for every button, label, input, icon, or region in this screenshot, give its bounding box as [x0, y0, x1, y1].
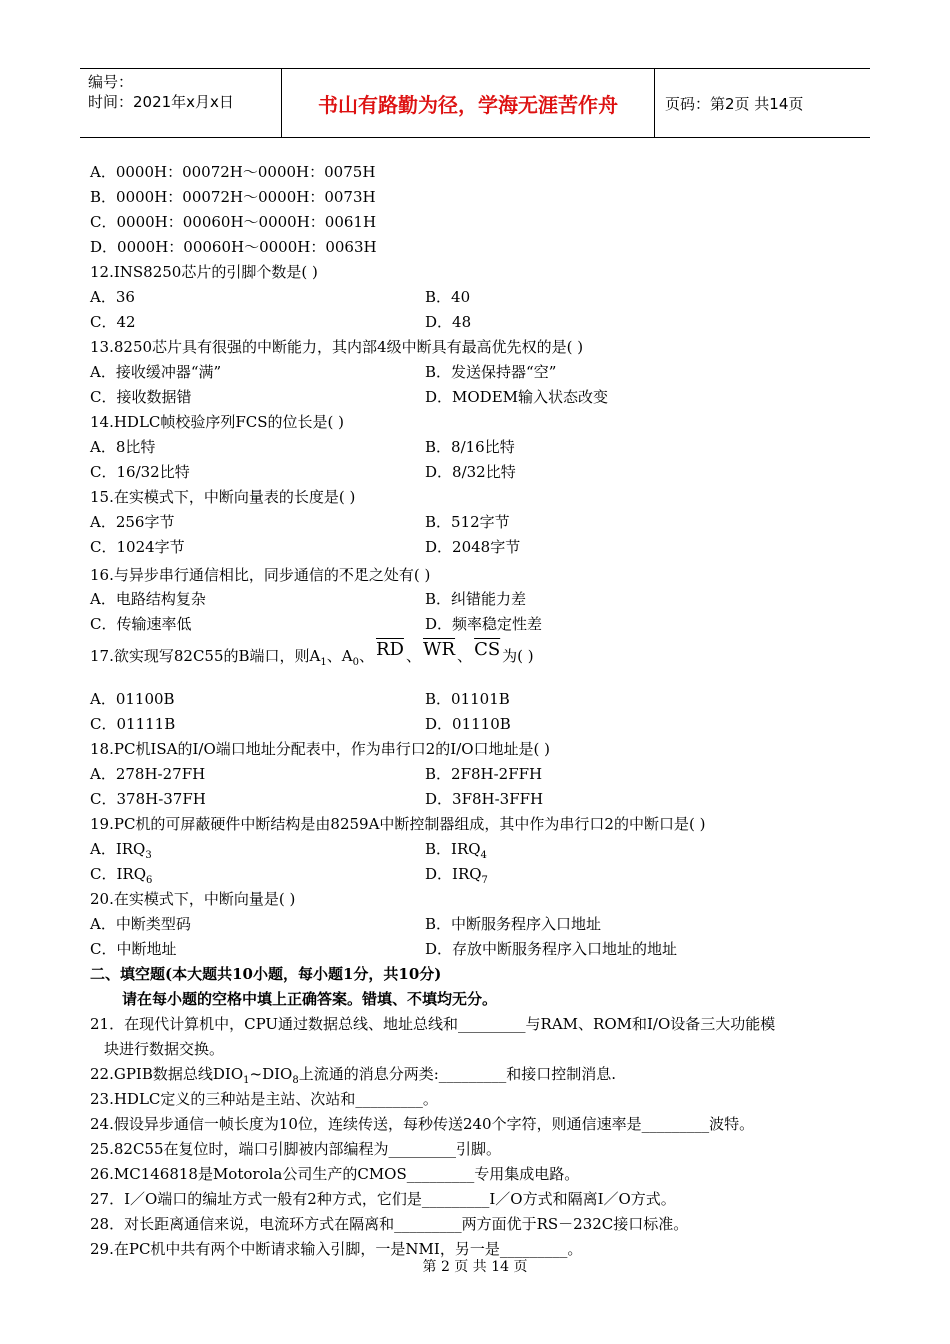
q12-options-row2 [90, 310, 870, 335]
q17-option-b: B．01101B [425, 690, 510, 708]
q16-option-d: D．频率稳定性差 [425, 615, 543, 633]
q19-option-c [90, 862, 425, 887]
q11-option-a: A．0000H：00072H～0000H：0075H [90, 163, 376, 181]
q17-cs-signal: $\overline{CS}$ [474, 639, 501, 660]
q18-option-b: B．2F8H-2FFH [425, 765, 543, 783]
fill-q25: 25.82C55在复位时，端口引脚被内部编程为_________引脚。 [90, 1140, 502, 1158]
fill-q27: 27．I／O端口的编址方式一般有2种方式，它们是_________I／O方式和隔离I／O方式。 [90, 1190, 676, 1208]
header-time-label: 时间：2021年x月x日 [88, 93, 234, 111]
q17-option-a: A．01100B [90, 690, 175, 708]
q19-stem: 19.PC机的可屏蔽硬件中断结构是由8259A中断控制器组成，其中作为串行口2的中断口是( ) [90, 815, 706, 833]
q14-stem: 14.HDLC帧校验序列FCS的位长是( ) [90, 413, 345, 431]
q16-option-b: B．纠错能力差 [425, 590, 527, 608]
q20-stem: 20.在实模式下，中断向量是( ) [90, 890, 296, 908]
q15-options-row1 [90, 510, 870, 535]
q13-options-row2 [90, 385, 870, 410]
q20-options-row2 [90, 937, 870, 962]
q13-option-a: A．接收缓冲器“满” [90, 363, 222, 381]
q12-option-b: B．40 [425, 288, 471, 306]
q17-option-c: C．01111B [90, 715, 176, 733]
q16-emphasis-zu: 足 [353, 566, 369, 584]
q15-option-b: B．512字节 [425, 513, 510, 531]
q19-options-row1 [90, 837, 870, 862]
q11-option-b: B．0000H：00072H～0000H：0073H [90, 188, 376, 206]
q20-options-row1 [90, 912, 870, 937]
q12-stem: 12.INS8250芯片的引脚个数是( ) [90, 263, 318, 281]
q17-wr-signal: $\overline{WR}$ [422, 639, 456, 660]
q19-option-d [425, 862, 488, 887]
q18-option-a: A．278H-27FH [90, 765, 206, 783]
q19-option-c-sub: 6 [146, 875, 153, 886]
q20-option-a: A．中断类型码 [90, 915, 191, 933]
q19-options-row2 [90, 862, 870, 887]
q20-option-b: B．中断服务程序入口地址 [425, 915, 602, 933]
q18-option-c: C．378H-37FH [90, 790, 206, 808]
q13-option-d: D．MODEM输入状态改变 [425, 388, 609, 406]
q16-stem [90, 560, 870, 587]
fill-q22 [90, 1062, 870, 1087]
q15-stem: 15.在实模式下，中断向量表的长度是( ) [90, 488, 356, 506]
q16-stem-prefix: 16.与异步串行通信相比，同步通信的 [90, 566, 339, 584]
q17-sep1: 、 [405, 647, 421, 665]
fill-q22-sub1: 1 [243, 1075, 250, 1086]
section2-instruction: 请在每小题的空格中填上正确答案。错填、不填均无分。 [122, 990, 498, 1008]
q14-option-b: B．8/16比特 [425, 438, 515, 456]
q17-stem-prefix: 17.欲实现写82C55的B端口，则A [90, 647, 321, 665]
fill-q22-suffix: 上流通的消息分两类:_________和接口控制消息. [298, 1065, 617, 1083]
q16-option-c: C．传输速率低 [90, 615, 192, 633]
q17-options-row1 [90, 687, 870, 712]
q15-option-d: D．2048字节 [425, 538, 521, 556]
q13-stem: 13.8250芯片具有很强的中断能力，其内部4级中断具有最高优先权的是( ) [90, 338, 584, 356]
section2-title: 二、填空题(本大题共10小题，每小题1分，共10分) [90, 965, 442, 983]
q18-option-d: D．3F8H-3FFH [425, 790, 544, 808]
q19-option-b-sub: 4 [480, 850, 487, 861]
q16-option-a: A．电路结构复杂 [90, 590, 206, 608]
header-page-info: 页码：第2页 共14页 [665, 94, 804, 113]
q17-rd-signal: $\overline{RD}$ [375, 639, 404, 660]
q17-option-d: D．01110B [425, 715, 511, 733]
q16-stem-suffix: 之处有( ) [368, 566, 431, 584]
q12-options-row1 [90, 285, 870, 310]
fill-q26: 26.MC146818是Motorola公司生产的CMOS_________专用集成电路。 [90, 1165, 580, 1183]
q17-stem [90, 637, 870, 687]
page-header [80, 68, 870, 138]
q17-stem-suffix: 为( ) [502, 647, 534, 665]
q19-option-d-sub: 7 [481, 875, 488, 886]
fill-q21-line1: 21．在现代计算机中，CPU通过数据总线、地址总线和_________与RAM、ROM和I/O设备三大功能模 [90, 1015, 776, 1033]
document-body [90, 160, 870, 1262]
fill-q22-sub8: 8 [292, 1075, 299, 1086]
q13-option-b: B．发送保持器“空” [425, 363, 557, 381]
q19-option-a-text: A．IRQ [90, 840, 146, 858]
q12-option-a: A．36 [90, 288, 135, 306]
q19-option-c-text: C．IRQ [90, 865, 146, 883]
fill-q21-line2: 块进行数据交换。 [104, 1040, 225, 1058]
q17-options-row2 [90, 712, 870, 737]
fill-q28: 28．对长距离通信来说，电流环方式在隔离和_________两方面优于RS－232C接口标准。 [90, 1215, 689, 1233]
q14-options-row2 [90, 460, 870, 485]
q19-option-d-text: D．IRQ [425, 865, 482, 883]
q19-option-b-text: B．IRQ [425, 840, 481, 858]
q11-option-c: C．0000H：00060H～0000H：0061H [90, 213, 377, 231]
fill-q24: 24.假设异步通信一帧长度为10位，连续传送，每秒传送240个字符，则通信速率是_________波特。 [90, 1115, 755, 1133]
fill-q23: 23.HDLC定义的三种站是主站、次站和_________。 [90, 1090, 438, 1108]
q16-options-row2 [90, 612, 870, 637]
q18-stem: 18.PC机ISA的I/O端口地址分配表中，作为串行口2的I/O口地址是( ) [90, 740, 551, 758]
header-motto: 书山有路勤为径，学海无涯苦作舟 [282, 69, 655, 137]
q18-options-row2 [90, 787, 870, 812]
q17-stem-mid1: 、A [326, 647, 353, 665]
q20-option-c: C．中断地址 [90, 940, 177, 958]
q15-option-c: C．1024字节 [90, 538, 185, 556]
q18-options-row1 [90, 762, 870, 787]
q12-option-c: C．42 [90, 313, 136, 331]
page-footer: 第 2 页 共 14 页 [422, 1259, 528, 1275]
header-meta [80, 69, 282, 137]
q15-options-row2 [90, 535, 870, 560]
q12-option-d: D．48 [425, 313, 472, 331]
fill-q22-prefix: 22.GPIB数据总线DIO [90, 1065, 244, 1083]
q19-option-a-sub: 3 [145, 850, 152, 861]
q19-option-a [90, 837, 425, 862]
q19-option-b [425, 837, 487, 862]
fill-q29: 29.在PC机中共有两个中断请求输入引脚，一是NMI，另一是_________。 [90, 1240, 583, 1258]
q11-option-d: D．0000H：00060H～0000H：0063H [90, 238, 377, 256]
q13-options-row1 [90, 360, 870, 385]
fill-q22-mid: ~DIO [249, 1065, 293, 1083]
q17-sep2: 、 [457, 647, 473, 665]
q14-option-d: D．8/32比特 [425, 463, 516, 481]
q20-option-d: D．存放中断服务程序入口地址的地址 [425, 940, 678, 958]
q16-emphasis-bu: 不 [338, 566, 354, 584]
q17-sub-1: 1 [320, 657, 327, 668]
q13-option-c: C．接收数据错 [90, 388, 192, 406]
q14-option-a: A．8比特 [90, 438, 156, 456]
q15-option-a: A．256字节 [90, 513, 175, 531]
q14-options-row1 [90, 435, 870, 460]
q17-sub-0: 0 [352, 657, 359, 668]
q17-stem-mid2: 、 [358, 647, 374, 665]
q14-option-c: C．16/32比特 [90, 463, 190, 481]
header-number-label: 编号： [88, 73, 134, 91]
q16-options-row1 [90, 587, 870, 612]
